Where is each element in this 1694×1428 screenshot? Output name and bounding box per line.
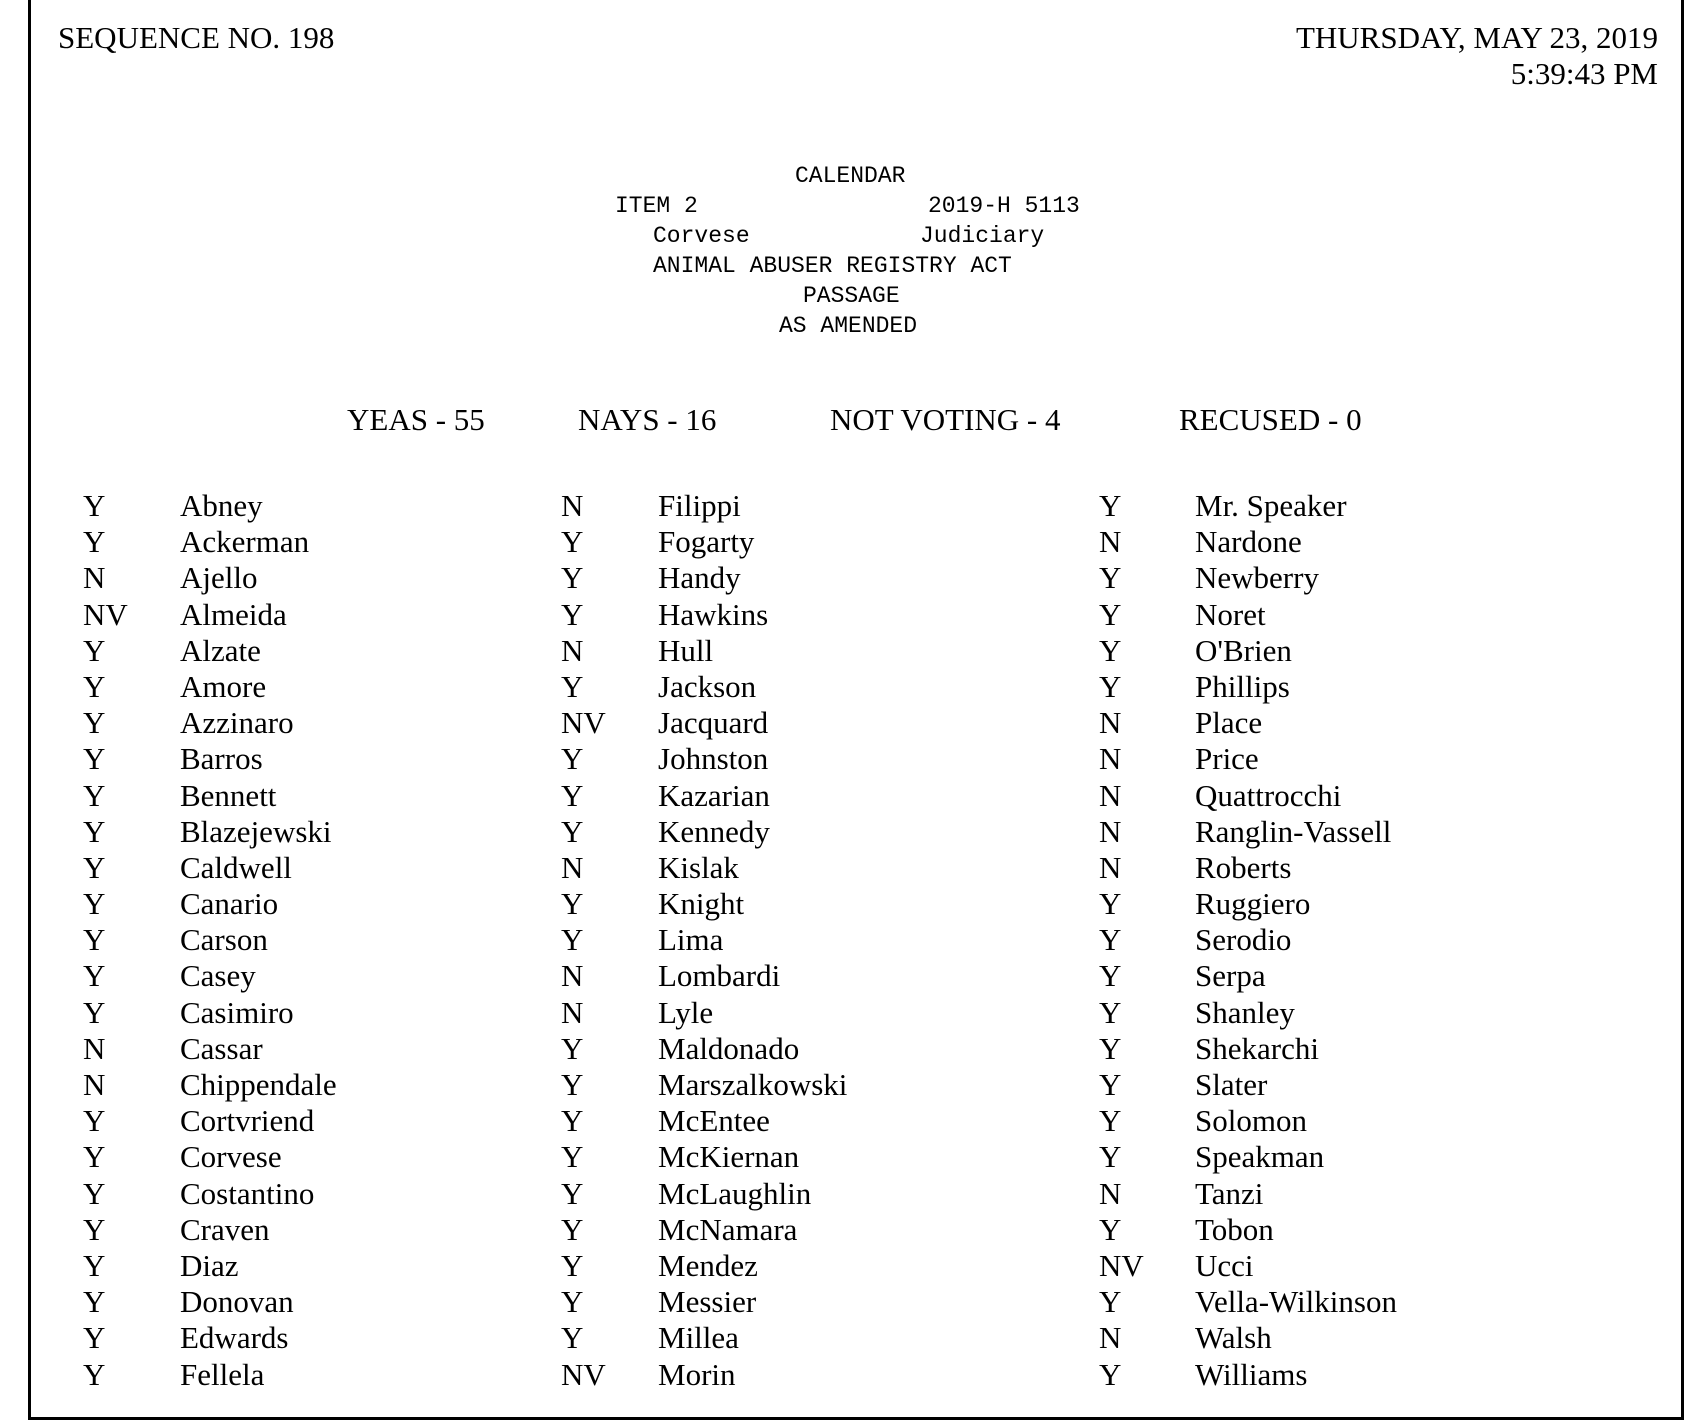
member-name: Roberts <box>1195 849 1292 885</box>
vote-row <box>83 633 503 669</box>
member-name: McKiernan <box>658 1139 800 1175</box>
vote-value: Y <box>83 1356 106 1392</box>
vote-value: Y <box>1099 560 1122 596</box>
vote-row <box>561 1357 1061 1393</box>
member-name: Tanzi <box>1195 1175 1264 1211</box>
member-name: Mr. Speaker <box>1195 488 1347 523</box>
vote-row <box>83 922 503 958</box>
vote-value: Y <box>561 741 584 777</box>
vote-row <box>1099 922 1599 958</box>
member-name: Vella-Wilkinson <box>1195 1284 1397 1320</box>
member-name: Shekarchi <box>1195 1030 1319 1066</box>
member-name: Azzinaro <box>180 705 294 741</box>
vote-value: Y <box>1099 488 1122 523</box>
vote-value: Y <box>1099 886 1122 922</box>
vote-value: Y <box>83 1320 106 1356</box>
vote-value: Y <box>83 668 106 704</box>
vote-value: Y <box>83 958 106 994</box>
member-name: McNamara <box>658 1211 798 1247</box>
member-name: Carson <box>180 922 268 958</box>
vote-row <box>561 741 1061 777</box>
vote-row <box>83 995 503 1031</box>
vote-value: N <box>83 560 106 596</box>
vote-value: Y <box>1099 668 1122 704</box>
member-name: Quattrocchi <box>1195 777 1342 813</box>
vote-value: N <box>1099 705 1122 741</box>
member-name: Lima <box>658 922 724 958</box>
vote-row <box>561 1067 1061 1103</box>
vote-row <box>83 1248 503 1284</box>
member-name: Price <box>1195 741 1259 777</box>
member-name: Chippendale <box>180 1067 337 1102</box>
vote-row <box>83 560 503 596</box>
vote-row <box>83 1067 503 1103</box>
vote-row <box>83 1031 503 1067</box>
vote-value: N <box>561 849 584 885</box>
vote-value: N <box>83 1067 106 1102</box>
vote-row <box>1099 958 1599 994</box>
member-name: Caldwell <box>180 849 292 885</box>
bill-sponsor: Corvese <box>653 223 750 249</box>
vote-value: Y <box>561 886 584 922</box>
vote-value: Y <box>561 1139 584 1175</box>
member-name: Kennedy <box>658 813 770 849</box>
vote-value: N <box>561 958 584 994</box>
vote-row <box>83 597 503 633</box>
vote-value: NV <box>1099 1247 1144 1283</box>
vote-row <box>561 705 1061 741</box>
vote-value: Y <box>83 849 106 885</box>
vote-value: Y <box>1099 1103 1122 1139</box>
vote-row <box>1099 1357 1599 1393</box>
member-name: Craven <box>180 1211 270 1247</box>
vote-value: Y <box>1099 1356 1122 1392</box>
vote-row <box>83 1176 503 1212</box>
vote-row <box>83 488 503 524</box>
vote-value: Y <box>561 1320 584 1356</box>
vote-value: N <box>561 994 584 1030</box>
vote-row <box>1099 778 1599 814</box>
vote-value: Y <box>1099 1067 1122 1102</box>
member-name: Morin <box>658 1356 736 1392</box>
vote-row <box>1099 633 1599 669</box>
member-name: Lombardi <box>658 958 781 994</box>
vote-row <box>561 597 1061 633</box>
member-name: Kazarian <box>658 777 770 813</box>
vote-value: N <box>1099 849 1122 885</box>
vote-row <box>561 1176 1061 1212</box>
vote-row <box>1099 814 1599 850</box>
vote-row <box>83 1139 503 1175</box>
vote-row <box>561 958 1061 994</box>
vote-value: Y <box>1099 1030 1122 1066</box>
member-name: Shanley <box>1195 994 1295 1030</box>
vote-row <box>83 524 503 560</box>
vote-row <box>83 741 503 777</box>
vote-value: N <box>561 488 584 523</box>
member-name: Newberry <box>1195 560 1319 596</box>
vote-row <box>1099 741 1599 777</box>
member-name: Alzate <box>180 632 261 668</box>
vote-value: Y <box>561 1284 584 1320</box>
vote-row <box>1099 597 1599 633</box>
vote-row <box>561 814 1061 850</box>
vote-row <box>561 1284 1061 1320</box>
vote-value: Y <box>83 1175 106 1211</box>
vote-value: Y <box>83 777 106 813</box>
vote-value: Y <box>561 668 584 704</box>
vote-row <box>83 958 503 994</box>
vote-value: Y <box>1099 1211 1122 1247</box>
vote-row <box>1099 886 1599 922</box>
vote-value: N <box>1099 1320 1122 1356</box>
date-time-block <box>1296 20 1658 92</box>
member-name: Bennett <box>180 777 277 813</box>
vote-row <box>561 524 1061 560</box>
member-name: Place <box>1195 705 1263 741</box>
vote-row <box>561 669 1061 705</box>
member-name: Ajello <box>180 560 258 596</box>
vote-time: 5:39:43 PM <box>1510 56 1658 91</box>
recused-count: RECUSED - 0 <box>1179 402 1362 437</box>
member-name: Jackson <box>658 668 757 704</box>
vote-value: Y <box>561 1067 584 1102</box>
member-name: Canario <box>180 886 279 922</box>
vote-row <box>83 814 503 850</box>
member-name: Phillips <box>1195 668 1290 704</box>
vote-row <box>561 778 1061 814</box>
member-name: Ucci <box>1195 1247 1254 1283</box>
member-name: Filippi <box>658 488 741 523</box>
vote-value: Y <box>1099 1139 1122 1175</box>
vote-value: NV <box>83 596 128 632</box>
vote-value: Y <box>83 488 106 523</box>
member-name: McLaughlin <box>658 1175 812 1211</box>
member-name: Millea <box>658 1320 739 1356</box>
vote-row <box>83 1320 503 1356</box>
member-name: Hull <box>658 632 714 668</box>
member-name: Donovan <box>180 1284 294 1320</box>
member-name: Serpa <box>1195 958 1266 994</box>
sequence-number: SEQUENCE NO. 198 <box>58 20 335 55</box>
member-name: Casey <box>180 958 256 994</box>
member-name: Knight <box>658 886 745 922</box>
amendment-status: AS AMENDED <box>779 313 918 339</box>
member-name: Abney <box>180 488 263 523</box>
member-name: Lyle <box>658 994 714 1030</box>
member-name: Almeida <box>180 596 287 632</box>
vote-value: Y <box>561 1103 584 1139</box>
vote-value: Y <box>561 1247 584 1283</box>
member-name: Nardone <box>1195 524 1302 560</box>
roll-call-column-1 <box>83 488 503 1393</box>
vote-row <box>561 850 1061 886</box>
member-name: Speakman <box>1195 1139 1325 1175</box>
member-name: Serodio <box>1195 922 1292 958</box>
vote-row <box>561 560 1061 596</box>
vote-value: Y <box>1099 958 1122 994</box>
member-name: Barros <box>180 741 263 777</box>
member-name: Mendez <box>658 1247 758 1283</box>
member-name: Cassar <box>180 1030 263 1066</box>
vote-value: Y <box>561 524 584 560</box>
vote-value: Y <box>83 922 106 958</box>
member-name: Ranglin-Vassell <box>1195 813 1392 849</box>
vote-row <box>1099 524 1599 560</box>
member-name: Williams <box>1195 1356 1308 1392</box>
vote-value: N <box>1099 741 1122 777</box>
vote-row <box>1099 1139 1599 1175</box>
vote-date: THURSDAY, MAY 23, 2019 <box>1295 20 1658 55</box>
vote-row <box>561 995 1061 1031</box>
vote-value: Y <box>1099 1284 1122 1320</box>
vote-row <box>1099 1248 1599 1284</box>
member-name: Edwards <box>180 1320 289 1356</box>
vote-row <box>83 1284 503 1320</box>
vote-row <box>561 922 1061 958</box>
vote-value: Y <box>1099 632 1122 668</box>
member-name: Kislak <box>658 849 739 885</box>
vote-row <box>1099 1176 1599 1212</box>
vote-row <box>561 1139 1061 1175</box>
vote-value: Y <box>561 922 584 958</box>
roll-call-column-3 <box>1099 488 1599 1393</box>
vote-row <box>561 1320 1061 1356</box>
vote-row <box>83 1357 503 1393</box>
vote-row <box>561 1212 1061 1248</box>
member-name: Noret <box>1195 596 1266 632</box>
item-number: ITEM 2 <box>615 193 698 219</box>
member-name: Solomon <box>1195 1103 1307 1139</box>
vote-row <box>1099 995 1599 1031</box>
vote-value: Y <box>83 632 106 668</box>
vote-row <box>561 886 1061 922</box>
bill-number: 2019-H 5113 <box>928 193 1080 219</box>
vote-row <box>83 850 503 886</box>
vote-value: Y <box>1099 596 1122 632</box>
vote-row <box>1099 1067 1599 1103</box>
member-name: Fogarty <box>658 524 755 560</box>
member-name: Slater <box>1195 1067 1268 1102</box>
vote-value: Y <box>83 1211 106 1247</box>
vote-value: Y <box>83 1139 106 1175</box>
vote-row <box>1099 705 1599 741</box>
member-name: Amore <box>180 668 267 704</box>
vote-value: NV <box>561 705 606 741</box>
vote-row <box>561 1248 1061 1284</box>
vote-row <box>83 669 503 705</box>
member-name: Casimiro <box>180 994 294 1030</box>
vote-row <box>561 633 1061 669</box>
vote-value: N <box>561 632 584 668</box>
vote-row <box>1099 1031 1599 1067</box>
member-name: Diaz <box>180 1247 239 1283</box>
member-name: Costantino <box>180 1175 315 1211</box>
vote-row <box>561 488 1061 524</box>
vote-row <box>83 1103 503 1139</box>
vote-value: Y <box>83 1103 106 1139</box>
member-name: Walsh <box>1195 1320 1272 1356</box>
member-name: Cortvriend <box>180 1103 315 1139</box>
vote-value: Y <box>83 994 106 1030</box>
bill-title: ANIMAL ABUSER REGISTRY ACT <box>653 253 1012 279</box>
member-name: Ackerman <box>180 524 310 560</box>
vote-value: N <box>1099 524 1122 560</box>
committee: Judiciary <box>920 223 1045 249</box>
vote-row <box>561 1103 1061 1139</box>
member-name: Jacquard <box>658 705 769 741</box>
vote-row <box>83 705 503 741</box>
vote-row <box>1099 488 1599 524</box>
vote-row <box>1099 850 1599 886</box>
yeas-count: YEAS - 55 <box>347 402 485 437</box>
vote-value: Y <box>1099 994 1122 1030</box>
vote-value: N <box>1099 777 1122 813</box>
vote-row <box>83 1212 503 1248</box>
vote-value: Y <box>561 813 584 849</box>
vote-row <box>1099 1320 1599 1356</box>
vote-value: Y <box>561 1211 584 1247</box>
vote-value: Y <box>83 524 106 560</box>
member-name: Maldonado <box>658 1030 800 1066</box>
vote-value: Y <box>561 1175 584 1211</box>
vote-value: Y <box>561 596 584 632</box>
member-name: Corvese <box>180 1139 282 1175</box>
vote-value: Y <box>83 813 106 849</box>
vote-row <box>1099 1212 1599 1248</box>
vote-value: Y <box>1099 922 1122 958</box>
member-name: McEntee <box>658 1103 770 1139</box>
member-name: Johnston <box>658 741 769 777</box>
vote-value: Y <box>83 705 106 741</box>
vote-value: Y <box>83 1247 106 1283</box>
member-name: Handy <box>658 560 741 596</box>
calendar-heading: CALENDAR <box>795 163 906 189</box>
vote-value: Y <box>83 886 106 922</box>
vote-value: Y <box>83 741 106 777</box>
vote-value: Y <box>561 1030 584 1066</box>
vote-value: N <box>1099 813 1122 849</box>
member-name: Tobon <box>1195 1211 1274 1247</box>
roll-call-column-2 <box>561 488 1061 1393</box>
vote-row <box>1099 560 1599 596</box>
action-type: PASSAGE <box>803 283 900 309</box>
member-name: Ruggiero <box>1195 886 1311 922</box>
vote-value: Y <box>83 1284 106 1320</box>
vote-value: N <box>83 1030 106 1066</box>
vote-row <box>1099 669 1599 705</box>
member-name: Marszalkowski <box>658 1067 848 1102</box>
member-name: Hawkins <box>658 596 769 632</box>
vote-row <box>83 778 503 814</box>
vote-value: Y <box>561 560 584 596</box>
member-name: O'Brien <box>1195 632 1292 668</box>
vote-row <box>1099 1103 1599 1139</box>
vote-row <box>83 886 503 922</box>
vote-row <box>1099 1284 1599 1320</box>
vote-value: N <box>1099 1175 1122 1211</box>
member-name: Messier <box>658 1284 757 1320</box>
vote-row <box>561 1031 1061 1067</box>
member-name: Fellela <box>180 1356 265 1392</box>
nays-count: NAYS - 16 <box>578 402 717 437</box>
not-voting-count: NOT VOTING - 4 <box>830 402 1061 437</box>
vote-value: NV <box>561 1356 606 1392</box>
vote-value: Y <box>561 777 584 813</box>
member-name: Blazejewski <box>180 813 332 849</box>
